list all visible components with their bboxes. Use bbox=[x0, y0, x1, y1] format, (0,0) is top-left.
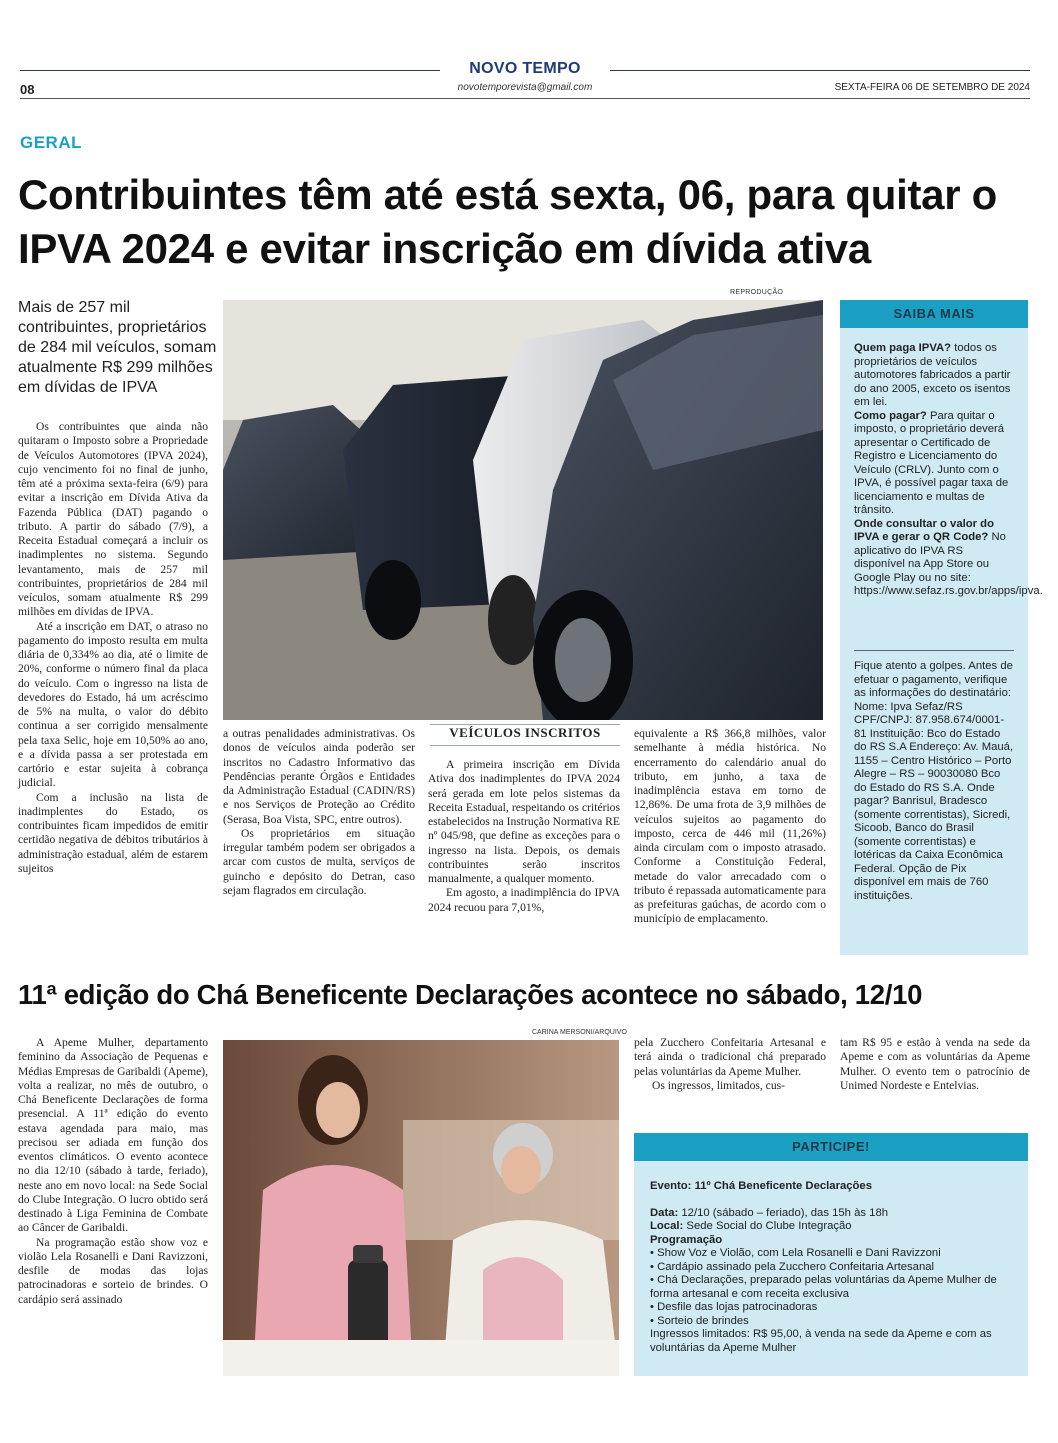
header-rule-left bbox=[20, 70, 440, 71]
paragraph: A Apeme Mulher, departamento feminino da Associação de Pequenas e Médias Empresas de Garibaldi (Apeme), volta a realizar, no mês de outubro, o Chá Beneficente Declarações de forma presencial. A 11ª edição do evento estava agendada para maio, mas precisou ser adiada em função dos eventos climáticos. O evento acontece no dia 12/10 (sábado à tarde, feriado), neste ano em novo local: na Sede Social do Clube Integração. O lucro obtido será destinado à Liga Feminina de Combate ao Câncer de Garibaldi. bbox=[18, 1036, 208, 1235]
program-item: • Chá Declarações, preparado pelas voluntárias da Apeme Mulher de forma artesanal e com receita exclusiva bbox=[650, 1274, 997, 1300]
article2-headline: 11ª edição do Chá Beneficente Declarações acontece no sábado, 12/10 bbox=[18, 979, 923, 1010]
article-column-2 bbox=[223, 727, 415, 898]
photo-credit: CARINA MERSONI/ARQUIVO bbox=[532, 1029, 627, 1036]
date-label: Data: bbox=[650, 1206, 679, 1219]
tickets-info: Ingressos limitados: R$ 95,00, à venda na sede da Apeme e com as voluntárias da Apeme Mulher bbox=[650, 1328, 992, 1354]
paragraph: Na programação estão show voz e violão Lela Rosanelli e Dani Ravizzoni, desfile de modas das lojas patrocinadoras e sorteio de brindes. O cardápio será assinado bbox=[18, 1235, 208, 1306]
faq-answer: todos os proprietários de veículos automotores fabricados a partir do ano 2005, exceto os isentos em lei. bbox=[854, 342, 1011, 408]
paragraph: Com a inclusão na lista de inadimplentes do Estado, os contribuintes ficam impedidos de emitir certidão negativa de débitos tributários à administração estadual, além de estarem sujeitos bbox=[18, 790, 208, 875]
article-headline: Contribuintes têm até está sexta, 06, para quitar o IPVA 2024 e evitar inscrição em dívida ativa bbox=[18, 171, 998, 272]
paragraph: a outras penalidades administrativas. Os donos de veículos ainda poderão ser inscritos no Cadastro Informativo das Pendências perante Órgãos e Entidades da Administração Estadual (CADIN/RS) e nos Serviços de Proteção ao Crédito (Serasa, Boa Vista, SPC, entre outros). bbox=[223, 727, 415, 826]
cars-illustration bbox=[223, 300, 823, 720]
faq-question: Quem paga IPVA? bbox=[854, 342, 952, 354]
parked-cars-photo bbox=[223, 300, 823, 720]
article2-column-3 bbox=[634, 1036, 826, 1093]
paragraph: Em agosto, a inadimplência do IPVA 2024 recuou para 7,01%, bbox=[428, 886, 620, 914]
faq-question: Como pagar? bbox=[854, 409, 927, 422]
issue-date: SEXTA-FEIRA 06 DE SETEMBRO DE 2024 bbox=[834, 82, 1030, 93]
saiba-mais-title: SAIBA MAIS bbox=[840, 300, 1028, 328]
photo-credit: REPRODUÇÃO bbox=[730, 289, 784, 296]
program-item: • Cardápio assinado pela Zucchero Confeitaria Artesanal bbox=[650, 1260, 935, 1273]
page-number: 08 bbox=[20, 82, 35, 97]
article-column-4 bbox=[634, 727, 826, 927]
tea-event-illustration bbox=[223, 1040, 619, 1376]
paragraph: Os proprietários em situação irregular também podem ser obrigados a arcar com custos de multa, serviços de guincho e depósito do Detran, caso sejam flagrados em circulação. bbox=[223, 826, 415, 897]
article-column-3 bbox=[428, 758, 620, 915]
article-lead: Mais de 257 mil contribuintes, proprietários de 284 mil veículos, somam atualmente R$ 299 milhões em dívidas de IPVA bbox=[18, 299, 217, 396]
subhead: VEÍCULOS INSCRITOS bbox=[449, 725, 601, 740]
paragraph: Os ingressos, limitados, cus- bbox=[652, 1078, 785, 1092]
tea-event-photo bbox=[223, 1040, 619, 1376]
program-item: • Desfile das lojas patrocinadoras bbox=[650, 1301, 818, 1313]
paragraph: tam R$ 95 e estão à venda na sede da Apeme e com as voluntárias da Apeme Mulher. O evento tem o patrocínio de Unimed Nordeste e Entelvias. bbox=[840, 1036, 1030, 1092]
masthead: NOVO TEMPO bbox=[469, 60, 581, 77]
faq-question: Onde consultar o valor do IPVA e gerar o QR Code? bbox=[854, 517, 994, 543]
article2-column-4 bbox=[840, 1036, 1030, 1093]
paragraph: Até a inscrição em DAT, o atraso no pagamento do imposto resulta em multa diária de 0,334% ao dia, até o limite de 20%, conforme o número final da placa do veículo. Com o ingresso na lista de devedores do Estado, há um acréscimo de 5% na multa, o valor do débito continua a ser corrigido mensalmente pela taxa Selic, hoje em 10,50% ao ano, e a dívida passa a ser protestada em cartório e estar sujeita à cobrança judicial. bbox=[18, 619, 208, 790]
location-value: Sede Social do Clube Integração bbox=[683, 1220, 852, 1232]
faq-answer: No aplicativo do IPVA RS disponível na App Store ou Google Play ou no site: https://www.sefaz.rs.gov.br/apps/ipva. bbox=[854, 531, 1043, 597]
participe-title: PARTICIPE! bbox=[634, 1133, 1028, 1161]
participe-body bbox=[650, 1180, 1020, 1355]
paragraph: pela Zucchero Confeitaria Artesanal e terá ainda o tradicional chá preparado pelas voluntárias da Apeme Mulher. bbox=[634, 1036, 826, 1078]
program-label: Programação bbox=[650, 1233, 723, 1246]
saiba-mais-body bbox=[854, 342, 1043, 599]
paragraph: equivalente a R$ 366,8 milhões, valor semelhante à média histórica. No encerramento do calendário anual do tributo, em junho, a taxa de inadimplência estava em torno de 12,86%. De uma frota de 3,9 milhões de veículos sujeitos ao pagamento do imposto, cerca de 446 mil (11,26%) ainda circulam com o imposto atrasado. Conforme a Constituição Federal, metade do valor arrecadado com o tributo é repassada automaticamente para as prefeituras gaúchas, de acordo com o município de emplacamento. bbox=[634, 727, 826, 926]
scam-warning: Fique atento a golpes. Antes de efetuar o pagamento, verifique as informações do destinatário: Nome: Ipva Sefaz/RS CPF/CNPJ: 87.958.674/0001-81 Instituição: Bco do Estado do RS S.A Endereço: Av. Mauá, 1155 – Centro Histórico – Porto Alegre – RS – 90030080 Bco do Estado do RS S.A. Onde pagar? Banrisul, Bradesco (somente correntistas), Sicredi, Sicoob, Banco do Brasil (somente correntistas) e lotéricas da Caixa Econômica Federal. Opção de Pix disponível em mais de 760 instituições. bbox=[854, 660, 1014, 902]
location-label: Local: bbox=[650, 1220, 684, 1232]
subhead-rule-bottom bbox=[430, 745, 620, 746]
section-label: GERAL bbox=[20, 133, 82, 152]
header-rule-bottom bbox=[20, 98, 1030, 99]
saiba-mais-divider bbox=[854, 650, 1014, 651]
faq-answer: Para quitar o imposto, o proprietário deverá apresentar o Certificado de Registro e Licenciamento do Veículo (CRLV). Junto com o IPVA, é possível pagar taxa de licenciamento e multas de trânsito. bbox=[854, 409, 1009, 516]
program-item: • Sorteio de brindes bbox=[650, 1314, 749, 1327]
article2-column-1 bbox=[18, 1036, 208, 1307]
paragraph: Os contribuintes que ainda não quitaram o Imposto sobre a Propriedade de Veículos Automotores (IPVA 2024), cujo vencimento foi no final de junho, têm até a próxima sexta-feira (6/9) para evitar a inscrição em Dívida Ativa da Fazenda Pública (DAT) pagando o tributo. A partir do sábado (7/9), a Receita Estadual começará a incluir os inadimplentes no sistema. Segundo levantamento, mais de 257 mil contribuintes, proprietários de 284 mil veículos, somam atualmente R$ 299 milhões em dívidas de IPVA. bbox=[18, 420, 208, 619]
header-email[interactable]: novotemporevista@gmail.com bbox=[457, 82, 593, 93]
article-column-1 bbox=[18, 420, 208, 876]
header-rule-right bbox=[610, 70, 1030, 71]
date-value: 12/10 (sábado – feriado), das 15h às 18h bbox=[678, 1206, 889, 1219]
program-item: • Show Voz e Violão, com Lela Rosanelli e Dani Ravizzoni bbox=[650, 1247, 941, 1259]
paragraph: A primeira inscrição em Dívida Ativa dos inadimplentes do IPVA 2024 será gerada em lote pelos sistemas da Receita Estadual, respeitando os critérios estabelecidos na Instrução Normativa RE nº 045/98, que define as exceções para o ingresso na lista. Depois, os demais contribuintes serão inscritos manualmente, a qualquer momento. bbox=[428, 758, 620, 885]
event-name: Evento: 11º Chá Beneficente Declarações bbox=[650, 1180, 872, 1192]
